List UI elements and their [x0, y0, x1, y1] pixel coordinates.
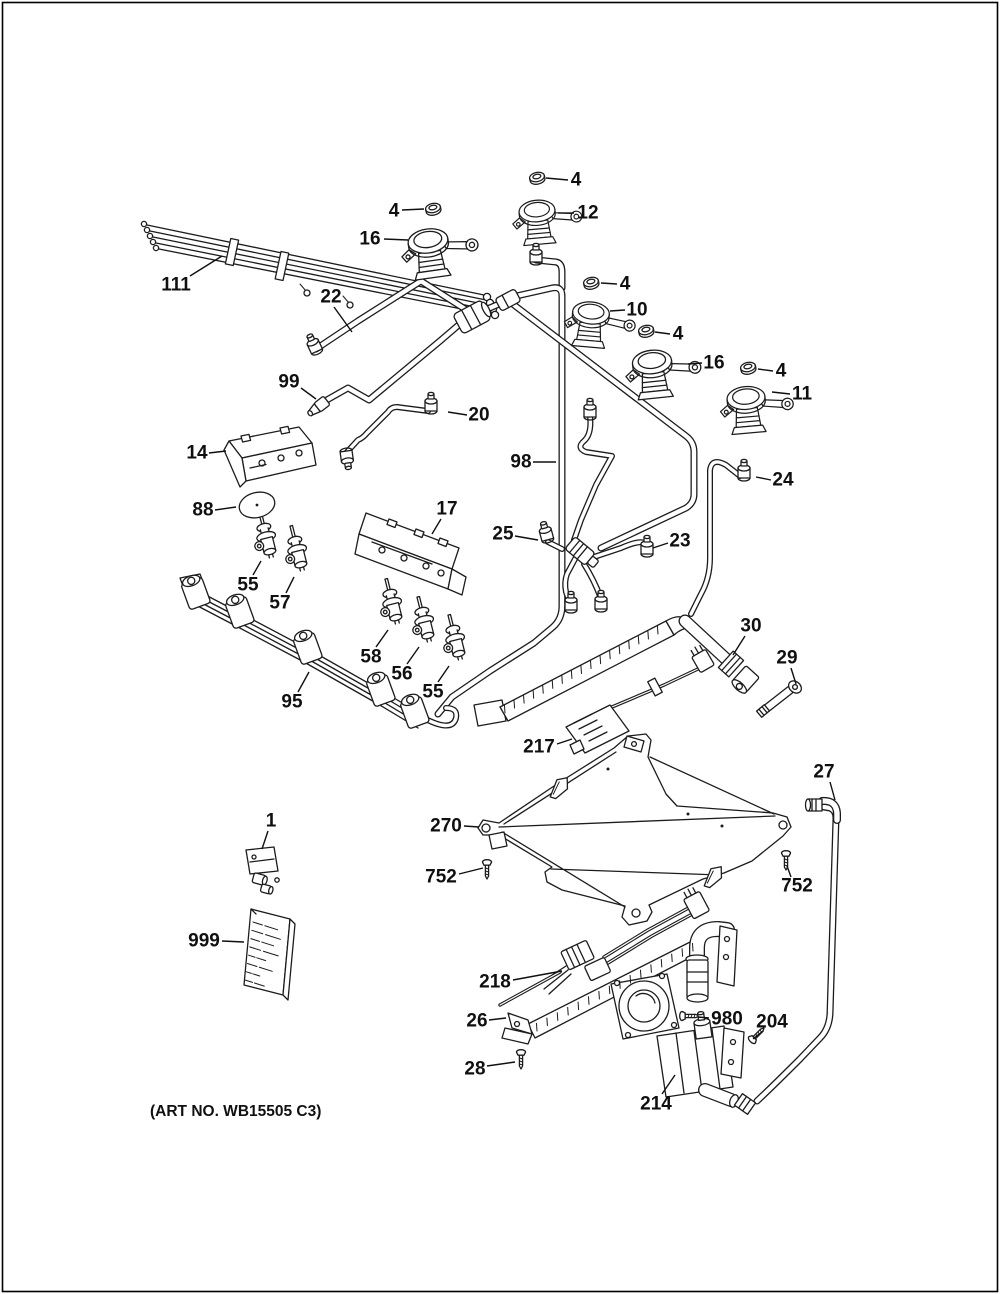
part-label-30-23: 30 [740, 615, 762, 637]
part-label-4-11: 4 [775, 360, 787, 382]
elbow-pipe-assembly [686, 926, 737, 1002]
supply-nozzle [305, 396, 330, 419]
leader-line-980-38 [698, 1017, 709, 1018]
leader-line-1-34 [262, 831, 268, 849]
leader-line-999-35 [222, 941, 244, 942]
part-label-27-30: 27 [813, 761, 835, 783]
leader-line-57-22 [286, 577, 294, 593]
leader-line-4-7 [601, 283, 617, 284]
leader-line-27-30 [830, 782, 835, 800]
leader-line-111-5 [190, 256, 222, 276]
part-label-4-0: 4 [570, 169, 582, 191]
leader-line-30-23 [733, 636, 745, 655]
part-label-217-29: 217 [523, 736, 555, 758]
leader-line-4-9 [655, 332, 670, 334]
literature-booklet [244, 909, 295, 1000]
leader-line-28-40 [487, 1062, 515, 1066]
leader-line-217-29 [557, 739, 572, 744]
part-label-29-25: 29 [776, 647, 798, 669]
tube-elbow-fitting [806, 799, 838, 820]
part-label-1-34: 1 [265, 810, 277, 832]
part-label-23-20: 23 [669, 530, 691, 552]
part-label-218-36: 218 [479, 971, 511, 993]
leader-line-14-14 [209, 451, 226, 453]
leader-line-4-11 [758, 369, 773, 371]
leader-line-270-31 [464, 826, 479, 827]
part-label-752-33: 752 [781, 875, 813, 897]
part-label-99-6: 99 [278, 371, 300, 393]
part-label-17-18: 17 [436, 498, 458, 520]
part-label-4-9: 4 [672, 323, 684, 345]
leader-line-752-32 [459, 868, 483, 874]
leader-line-88-17 [215, 507, 236, 510]
small-bracket-part [246, 847, 279, 895]
part-label-12-1: 12 [577, 202, 599, 224]
art-number: (ART NO. WB15505 C3) [150, 1103, 322, 1120]
mounting-bracket-left [224, 426, 316, 487]
leader-line-99-6 [301, 388, 316, 399]
leader-line-58-24 [376, 630, 388, 647]
part-label-16-10: 16 [703, 352, 725, 374]
part-label-56-26: 56 [391, 663, 413, 685]
leader-line-23-20 [653, 543, 668, 548]
part-label-88-17: 88 [192, 499, 214, 521]
part-label-55-27: 55 [422, 681, 444, 703]
leader-line-26-37 [489, 1018, 506, 1020]
part-label-28-40: 28 [464, 1058, 486, 1080]
leader-line-20-13 [448, 412, 467, 415]
burner-box-panel [478, 734, 791, 925]
leader-line-55-21 [253, 561, 261, 575]
part-label-204-39: 204 [756, 1011, 788, 1033]
leader-line-16-10 [688, 363, 702, 364]
manifold-pipe-assembly [179, 572, 456, 729]
part-label-980-38: 980 [711, 1008, 743, 1030]
part-label-20-13: 20 [468, 404, 490, 426]
part-label-10-8: 10 [626, 299, 648, 321]
pressure-regulator [611, 974, 756, 1115]
part-label-55-21: 55 [237, 574, 259, 596]
leader-line-24-16 [756, 477, 771, 480]
leader-line-17-18 [432, 519, 441, 534]
spark-module [566, 705, 644, 754]
leader-line-25-19 [515, 536, 538, 540]
leader-line-4-2 [402, 209, 424, 210]
page-border [3, 3, 998, 1292]
part-label-270-31: 270 [430, 815, 462, 837]
leader-line-55-27 [438, 666, 449, 682]
part-label-58-24: 58 [360, 646, 382, 668]
part-label-98-15: 98 [510, 451, 532, 473]
part-label-95-28: 95 [281, 691, 303, 713]
part-label-24-16: 24 [772, 469, 794, 491]
part-label-22-4: 22 [320, 286, 342, 308]
part-label-111-5: 111 [161, 274, 191, 296]
leader-line-95-28 [298, 672, 309, 692]
part-label-14-14: 14 [186, 442, 208, 464]
leader-line-56-26 [407, 647, 419, 664]
part-label-26-37: 26 [466, 1010, 488, 1032]
part-label-999-35: 999 [188, 930, 220, 952]
leader-line-4-0 [546, 178, 568, 180]
part-label-25-19: 25 [492, 523, 514, 545]
mounting-bracket-right [355, 513, 466, 595]
burner-disc [237, 489, 278, 522]
leader-line-16-3 [384, 239, 408, 240]
part-label-11-12: 11 [791, 383, 813, 405]
leader-line-11-12 [772, 392, 790, 394]
part-label-16-3: 16 [359, 228, 381, 250]
part-label-57-22: 57 [269, 592, 291, 614]
part-label-214-41: 214 [640, 1093, 672, 1115]
part-label-4-2: 4 [388, 200, 400, 222]
part-label-752-32: 752 [425, 866, 457, 888]
part-label-4-7: 4 [619, 273, 631, 295]
leader-line-10-8 [610, 310, 625, 311]
